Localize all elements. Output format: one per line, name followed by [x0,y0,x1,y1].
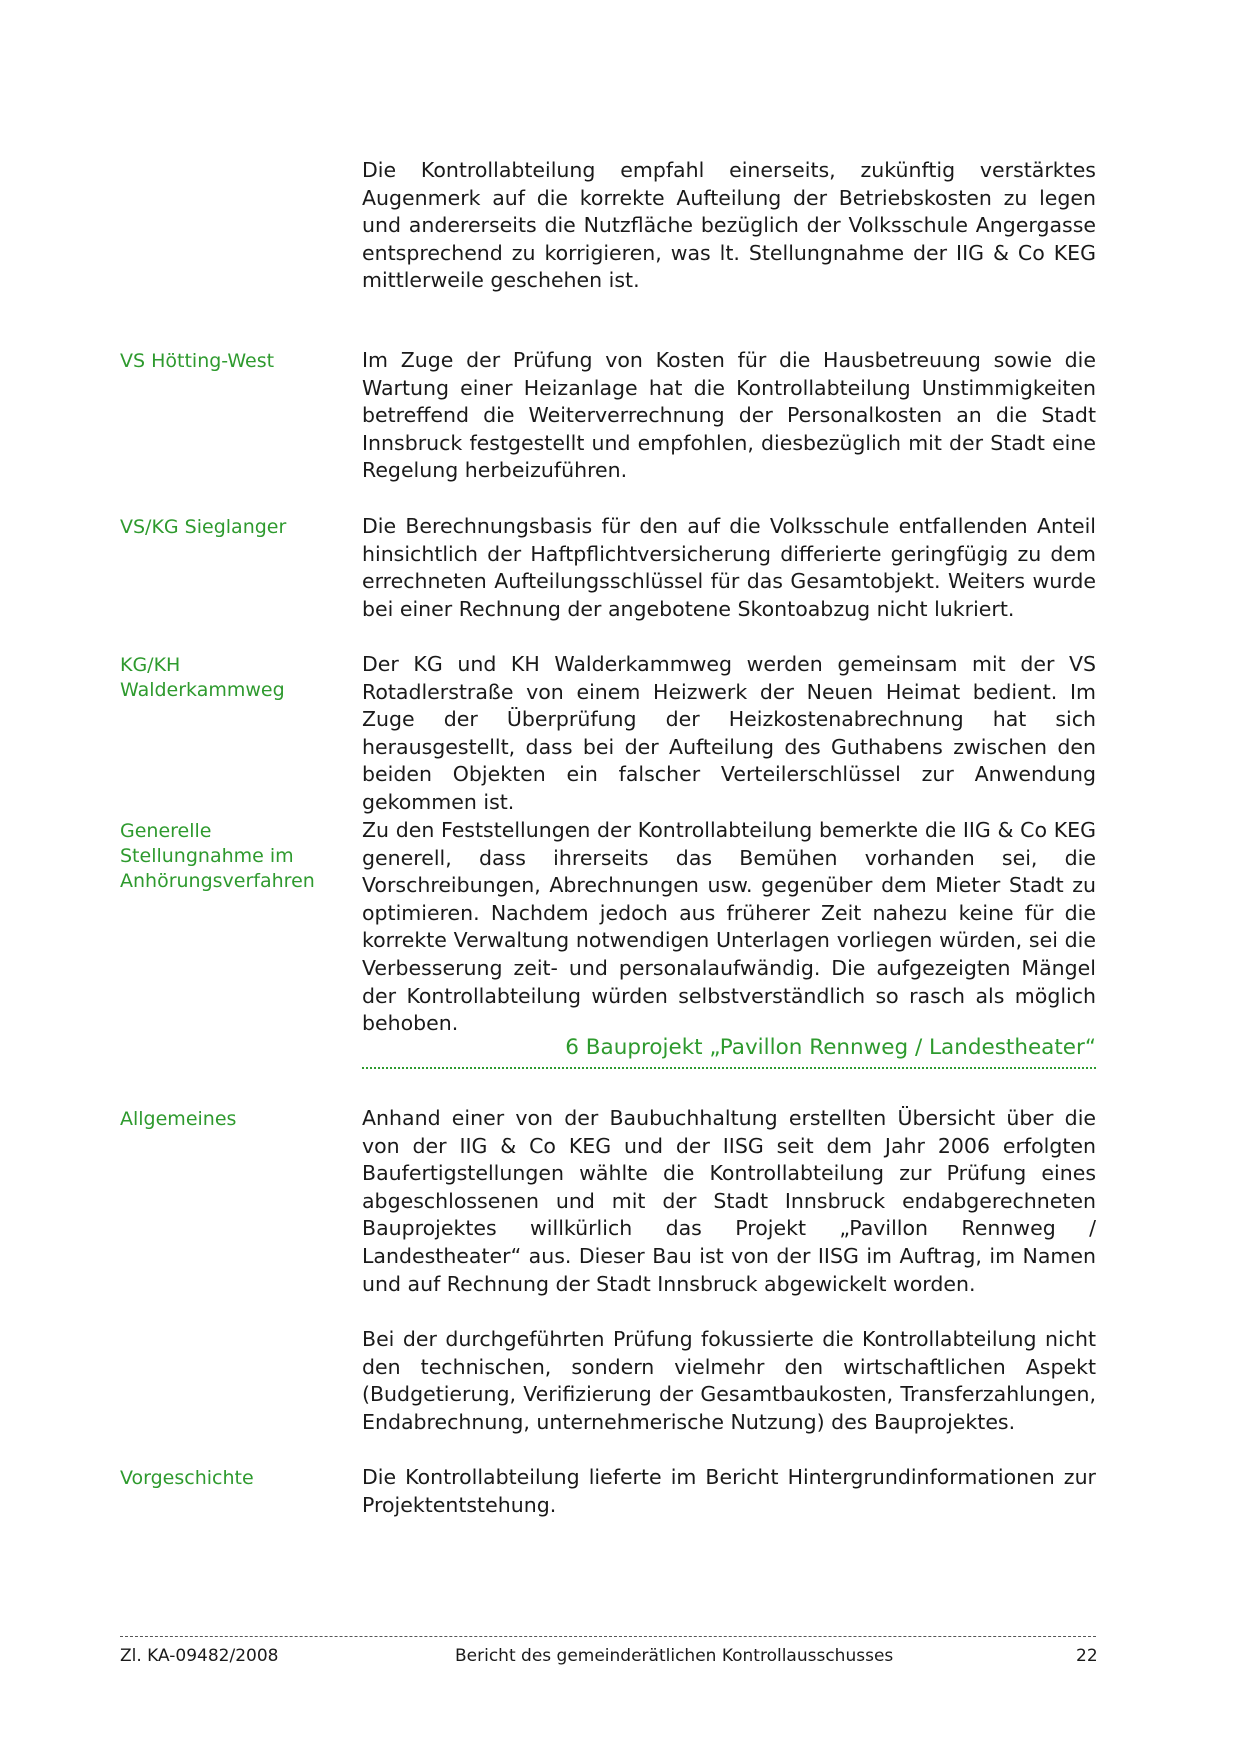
footer-divider [120,1636,1096,1637]
paragraph-text: Zu den Feststellungen der Kontrollabteilung bemerkte die IIG & Co KEG generell, dass ihrerseits das Bemühen vorhanden sei, die Vorschreibungen, Abrechnungen usw. gegenüber dem Mieter Stadt zu optimieren. Nachdem jedoch aus früherer Zeit nahezu keine für die korrekte Verwaltung notwendigen Unterlagen vorliegen würden, sei die Verbesserung zeit- und personalaufwändig. Die aufgezeigten Mängel der Kontrollabteilung würden selbstverständlich so rasch als möglich behoben. [362,818,1096,1036]
margin-label: VS/KG Sieglanger [120,516,287,538]
margin-label: Allgemeines [120,1108,237,1130]
footer-title: Bericht des gemeinderätlichen Kontrollausschusses [455,1646,894,1666]
margin-label: Vorgeschichte [120,1467,254,1489]
section-heading: 6 Bauprojekt „Pavillon Rennweg / Landestheater“ [362,1033,1096,1069]
margin-label: Generelle Stellungnahme im Anhörungsverfahren [120,820,315,892]
margin-label: KG/KH Walderkammweg [120,654,285,701]
paragraph-text: Der KG und KH Walderkammweg werden gemeinsam mit der VS Rotadlerstraße von einem Heizwerk der Neuen Heimat bedient. Im Zuge der Überprüfung der Heizkostenabrechnung hat sich herausgestellt, dass bei der Aufteilung des Guthabens zwischen den beiden Objekten ein falscher Verteilerschlüssel zur Anwendung gekommen ist. [362,652,1096,814]
paragraph-text: Bei der durchgeführten Prüfung fokussierte die Kontrollabteilung nicht den technischen, sondern vielmehr den wirtschaftlichen Aspekt (Budgetierung, Verifizierung der Gesamtbaukosten, Transferzahlungen, Endabrechnung, unternehmerische Nutzung) des Bauprojektes. [362,1327,1096,1434]
margin-label: VS Hötting-West [120,350,275,372]
footer-reference: Zl. KA-09482/2008 [120,1646,279,1666]
paragraph-text: Anhand einer von der Baubuchhaltung erstellten Übersicht über die von der IIG & Co KEG und der IISG seit dem Jahr 2006 erfolgten Baufertigstellungen wählte die Kontrollabteilung zur Prüfung eines abgeschlossenen und mit der Stadt Innsbruck endabgerechneten Bauprojektes willkürlich das Projekt „Pavillon Rennweg / Landestheater“ aus. Dieser Bau ist von der IISG im Auftrag, im Namen und auf Rechnung der Stadt Innsbruck abgewickelt worden. [362,1106,1096,1296]
paragraph-text: Im Zuge der Prüfung von Kosten für die Hausbetreuung sowie die Wartung einer Heizanlage hat die Kontrollabteilung Unstimmigkeiten betreffend die Weiterverrechnung der Personalkosten an die Stadt Innsbruck festgestellt und empfohlen, diesbezüglich mit der Stadt eine Regelung herbeizuführen. [362,348,1096,483]
paragraph-text: Die Kontrollabteilung lieferte im Bericht Hintergrundinformationen zur Projektentstehung. [362,1465,1096,1517]
paragraph-text: Die Kontrollabteilung empfahl einerseits, zukünftig verstärktes Augenmerk auf die korrekte Aufteilung der Betriebskosten zu legen und andererseits die Nutzfläche bezüglich der Volksschule Angergasse entsprechend zu korrigieren, was lt. Stellungnahme der IIG & Co KEG mittlerweile geschehen ist. [362,158,1096,293]
page-number: 22 [1076,1646,1098,1666]
paragraph-text: Die Berechnungsbasis für den auf die Volksschule entfallenden Anteil hinsichtlich der Haftpflichtversicherung differierte geringfügig zu dem errechneten Aufteilungsschlüssel für das Gesamtobjekt. Weiters wurde bei einer Rechnung der angebotene Skontoabzug nicht lukriert. [362,514,1096,621]
